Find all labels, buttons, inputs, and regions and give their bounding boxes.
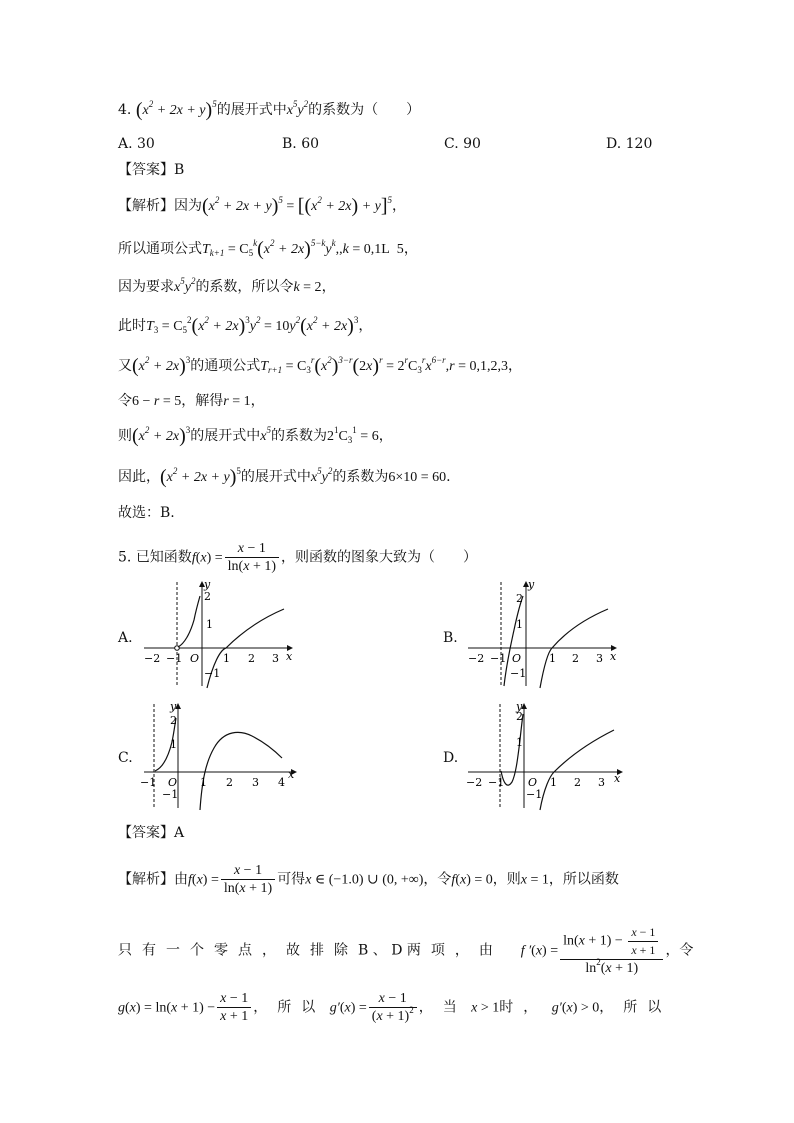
svg-text:−1: −1 (140, 776, 157, 789)
svg-text:1: 1 (200, 776, 207, 789)
q4-option-c: C. 90 (444, 136, 481, 152)
x-label: x (286, 650, 293, 663)
svg-text:2: 2 (248, 652, 255, 665)
q5-analysis-line-2: 只有一个零点，故排除B 、 D 两项，由 f ′(x) = ln(x + 1) − $\frac{x - 1}{x + 1}$ $\ln^2(x + 1)$ ，令 (118, 925, 694, 976)
graph-d (464, 700, 624, 812)
option-a-label: A. (118, 630, 133, 646)
q4-analysis-line-1: 【解析】因为$(x^2 + 2x + y)^5 = [(x^2 + 2x) + y]^5$， (118, 195, 407, 217)
svg-text:−1: −1 (162, 788, 179, 801)
svg-text:O: O (512, 652, 522, 665)
svg-text:2: 2 (572, 652, 579, 665)
q4-option-b: B. 60 (282, 136, 320, 152)
option-b-label: B. (443, 630, 458, 646)
svg-text:x: x (610, 650, 617, 663)
svg-text:3: 3 (596, 652, 603, 665)
q4-analysis-line-8: 因此，$(x^2 + 2x + y)^5$的展开式中$x^5y^2$的系数为6×10 = 60. (118, 466, 451, 488)
svg-text:1: 1 (516, 736, 523, 749)
svg-text:x: x (614, 772, 621, 785)
q4-stem: 4. $(x^2 + 2x + y)^5$的展开式中$x^5y^2$的系数为（ ） (118, 99, 421, 121)
q4-analysis-line-6: 令6 − r = 5，解得r = 1， (118, 393, 265, 409)
q4-expression: $(x^2 + 2x + y)^5$ (135, 99, 217, 121)
option-c-label: C. (118, 750, 133, 766)
svg-text:1: 1 (550, 776, 557, 789)
curve-left (178, 596, 200, 647)
y-label: y (204, 578, 211, 591)
svg-text:1: 1 (516, 618, 523, 631)
svg-text:3: 3 (598, 776, 605, 789)
q4-option-d: D. 120 (606, 136, 653, 152)
q5-analysis-line-3: g(x) = ln(x + 1) − $\frac{x - 1}{x + 1}$ ，所以 g′(x) = $\frac{x - 1}{(x + 1)^2}$ ，当 x > 1时， g′(x) > 0，所以 (118, 991, 672, 1024)
q4-number: 4. (118, 102, 132, 118)
q5-stem: 5. 已知函数f(x) = $\frac{x - 1}{\ln(x + 1)}$ ，则函数的图象大致为（ ） (118, 541, 477, 574)
svg-text:2: 2 (170, 714, 177, 727)
svg-text:2: 2 (226, 776, 233, 789)
svg-text:−1: −1 (526, 788, 543, 801)
svg-text:2: 2 (204, 590, 211, 603)
svg-text:−2: −2 (466, 776, 483, 789)
svg-text:y: y (528, 578, 535, 591)
q4-answer: 【答案】B (118, 162, 185, 178)
svg-text:−1: −1 (204, 667, 221, 680)
svg-text:1: 1 (170, 738, 177, 751)
q4-analysis-line-3: 因为要求$x^5y^2$的系数，所以令k = 2， (118, 276, 336, 295)
svg-text:2: 2 (574, 776, 581, 789)
svg-text:−1: −1 (488, 776, 505, 789)
svg-text:1: 1 (223, 652, 230, 665)
q4-conclusion: 故选：B. (118, 505, 175, 521)
q4-option-a: A. 30 (118, 136, 155, 152)
q4-analysis-line-4: 此时$T_3 = C_5^2(x^2 + 2x)^3y^2 = 10y^2(x^2 + 2x)^3$， (118, 315, 373, 337)
svg-text:4: 4 (278, 776, 285, 789)
svg-text:1: 1 (549, 652, 556, 665)
graph-c (140, 700, 300, 812)
svg-text:O: O (528, 776, 538, 789)
svg-text:1: 1 (206, 618, 213, 631)
svg-text:y: y (516, 700, 523, 713)
svg-text:−1: −1 (166, 652, 183, 665)
origin-label: O (190, 652, 200, 665)
q4-analysis-line-7: 则$(x^2 + 2x)^3$的展开式中$x^5$的系数为$2^1C_3^1 = 6$， (118, 425, 393, 447)
svg-text:2: 2 (516, 592, 523, 605)
graph-b (464, 578, 624, 690)
q5-answer: 【答案】A (118, 825, 185, 841)
svg-text:O: O (168, 776, 178, 789)
svg-text:−2: −2 (468, 652, 485, 665)
svg-text:2: 2 (516, 710, 523, 723)
svg-text:x: x (288, 768, 295, 781)
svg-text:−1: −1 (490, 652, 507, 665)
svg-text:3: 3 (252, 776, 259, 789)
svg-text:y: y (170, 700, 177, 713)
curve-right (540, 730, 614, 810)
q4-analysis-line-2: 所以通项公式$T_{k+1} = C_5^k(x^2 + 2x)^{5-k}y^k,,k = 0,1L$ 5， (118, 238, 418, 260)
svg-text:−1: −1 (510, 667, 527, 680)
curve-left (501, 714, 523, 785)
svg-text:−2: −2 (144, 652, 161, 665)
option-d-label: D. (443, 750, 459, 766)
q5-analysis-line-1: 【解析】由f(x) = $\frac{x - 1}{\ln(x + 1)}$ 可得x ∈ (−1.0) ∪ (0, +∞)，令f(x) = 0，则x = 1，所以函数 (118, 863, 619, 896)
q4-analysis-line-5: 又$(x^2 + 2x)^3$的通项公式$T_{r+1} = C_3^r(x^2)^{3-r}(2x)^r = 2^rC_3^rx^{6-r},r = 0,1,2,3$， (118, 355, 523, 377)
graph-a (140, 578, 300, 690)
svg-text:3: 3 (272, 652, 279, 665)
curve-right (200, 732, 282, 810)
